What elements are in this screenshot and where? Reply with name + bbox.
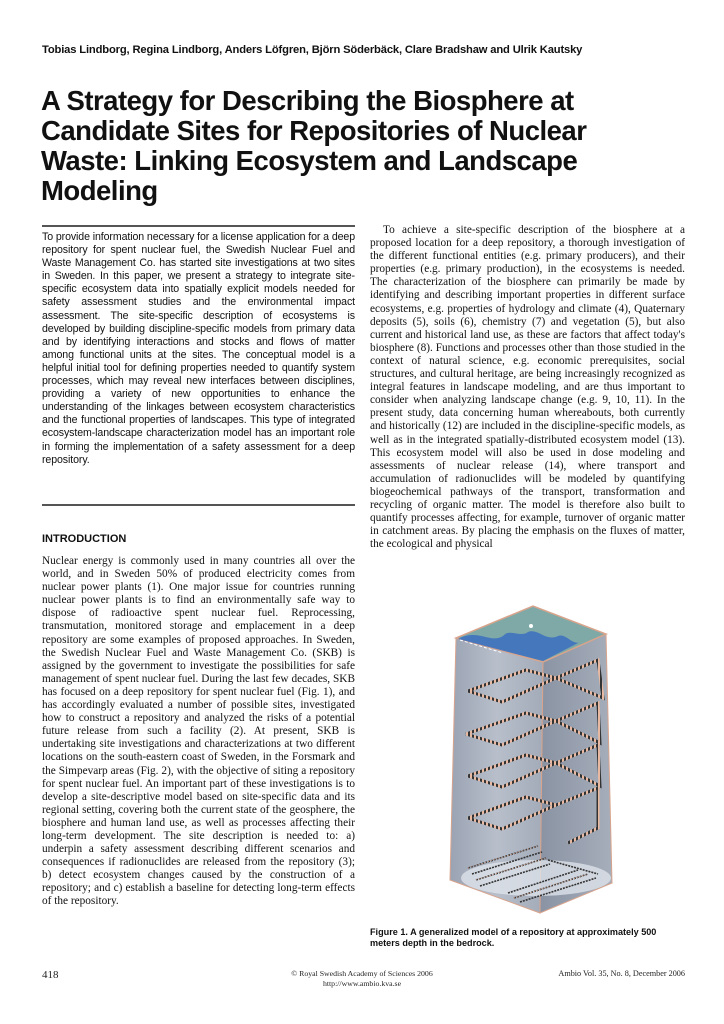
page-number: 418 [42,969,59,981]
article-title [41,86,681,206]
abstract-bottom-rule [42,504,355,506]
body-paragraph: Nuclear energy is commonly used in many countries all over the world, and in Sweden 50% of produced electricity comes from nuclear power plants (1). One major issue for countries running nuclear power plants is to find an environmentally safe way to dispose of radioactive spent nuclear fuel. Reprocessing, transmutation, monitored storage and emplacement in a deep repository are some examples of proposed approaches. In Sweden, the Swedish Nuclear Fuel and Waste Management Co. (SKB) is assigned by the government to investigate the possibilities for safe management of spent nuclear fuel. During the last few decades, SKB has focused on a deep repository for spent nuclear fuel (Fig. 1), and has accordingly evaluated a number of possible sites, investigated how to construct a repository and analyzed the risks of a potential future release from such a facility (2). At present, SKB is undertaking site investigations and characterizations at two different locations on the south-eastern coast of Sweden, in the Forsmark and the Simpevarp areas (Fig. 2), with the objective of siting a repository for spent nuclear fuel. An important part of these investigations is to develop a site-descriptive model based on site-specific data and its regional setting, covering both the current state of the geosphere, the biosphere and human land use, as well as processes affecting their long-term development. The site description is needed to: a) underpin a safety assessment describing different scenarios and consequences if radionuclides are released from the repository (3); b) detect ecosystem changes caused by the construction of a repository; and c) establish a baseline for detecting long-term effects of the repository. [42,555,355,908]
title-line: Candidate Sites for Repositories of Nuclear [41,115,587,146]
abstract-top-rule [42,225,355,227]
abstract: To provide information necessary for a license application for a deep repository for spent nuclear fuel, the Swedish Nuclear Fuel and Waste Management Co. has started site investigations at two sites in Sweden. In this paper, we present a strategy to integrate site-specific ecosystem data into spatially explicit models needed for safety assessment studies and the environmental impact assessment. The site-specific description of ecosystems is developed by building discipline-specific models from primary data and by identifying interactions and stocks and flows of matter among functional units at the sites. The conceptual model is a helpful initial tool for defining properties needed to quantify system processes, which may reveal new interfaces between disciplines, providing a variety of new opportunities to enhance the understanding of the linkages between ecosystem characteristics and the functional properties of landscapes. This type of integrated ecosystem-landscape characterization model has an important role in forming the implementation of a safety assessment for a deep repository. [42,231,355,466]
section-heading-introduction: INTRODUCTION [42,533,127,545]
repository-block-illustration [448,598,618,920]
author-list: Tobias Lindborg, Regina Lindborg, Anders Löfgren, Björn Söderbäck, Clare Bradshaw and Ulrik Kautsky [42,44,583,56]
body-paragraph: To achieve a site-specific description of the biosphere at a proposed location for a deep repository, a thorough investigation of the different functional entities (e.g. primary producers), and their properties (e.g. primary production), in the ecosystems is needed. The characterization of the biosphere can primarily be made by identifying and describing important properties in different surface ecosystems, e.g. properties of hydrology and climate (4), Quaternary deposits (5), soils (6), chemistry (7) and vegetation (5), but also current and historical land use, as these are factors that affect today's biosphere (8). Functions and processes other than those studied in the context of natural science, e.g. economic prerequisites, social structures, and cultural heritage, are being increasingly recognized as integral features in landscape modeling, and are thus important to consider when analyzing landscape change (e.g. 9, 10, 11). In the present study, data concerning human whereabouts, both currently and historically (12) are included in the discipline-specific models, as well as in the integrated spatially-distributed ecosystem model (13). This ecosystem model will also be used in dose modeling and assessments of nuclear release (14), where transport and accumulation of radionuclides will be modeled by quantifying biogeochemical pathways of the transport, transformation and recycling of organic matter. The model is therefore also built to quantify processes affecting, for example, turnover of organic matter in catchment areas. By placing the emphasis on the fluxes of matter, the ecological and physical [370,224,685,551]
title-line: Waste: Linking Ecosystem and Landscape [41,145,578,176]
title-line: Modeling [41,175,158,206]
title-line: A Strategy for Describing the Biosphere at [41,85,574,116]
figure-1-repository-diagram [448,598,618,920]
copyright-text: © Royal Swedish Academy of Sciences 2006 [291,969,433,978]
right-column-body [370,224,685,551]
journal-citation: Ambio Vol. 35, No. 8, December 2006 [558,969,685,978]
figure-1-caption: Figure 1. A generalized model of a repository at approximately 500 meters depth in the bedrock. [370,927,657,948]
journal-url[interactable]: http://www.ambio.kva.se [322,978,402,988]
left-column-body [42,555,355,909]
